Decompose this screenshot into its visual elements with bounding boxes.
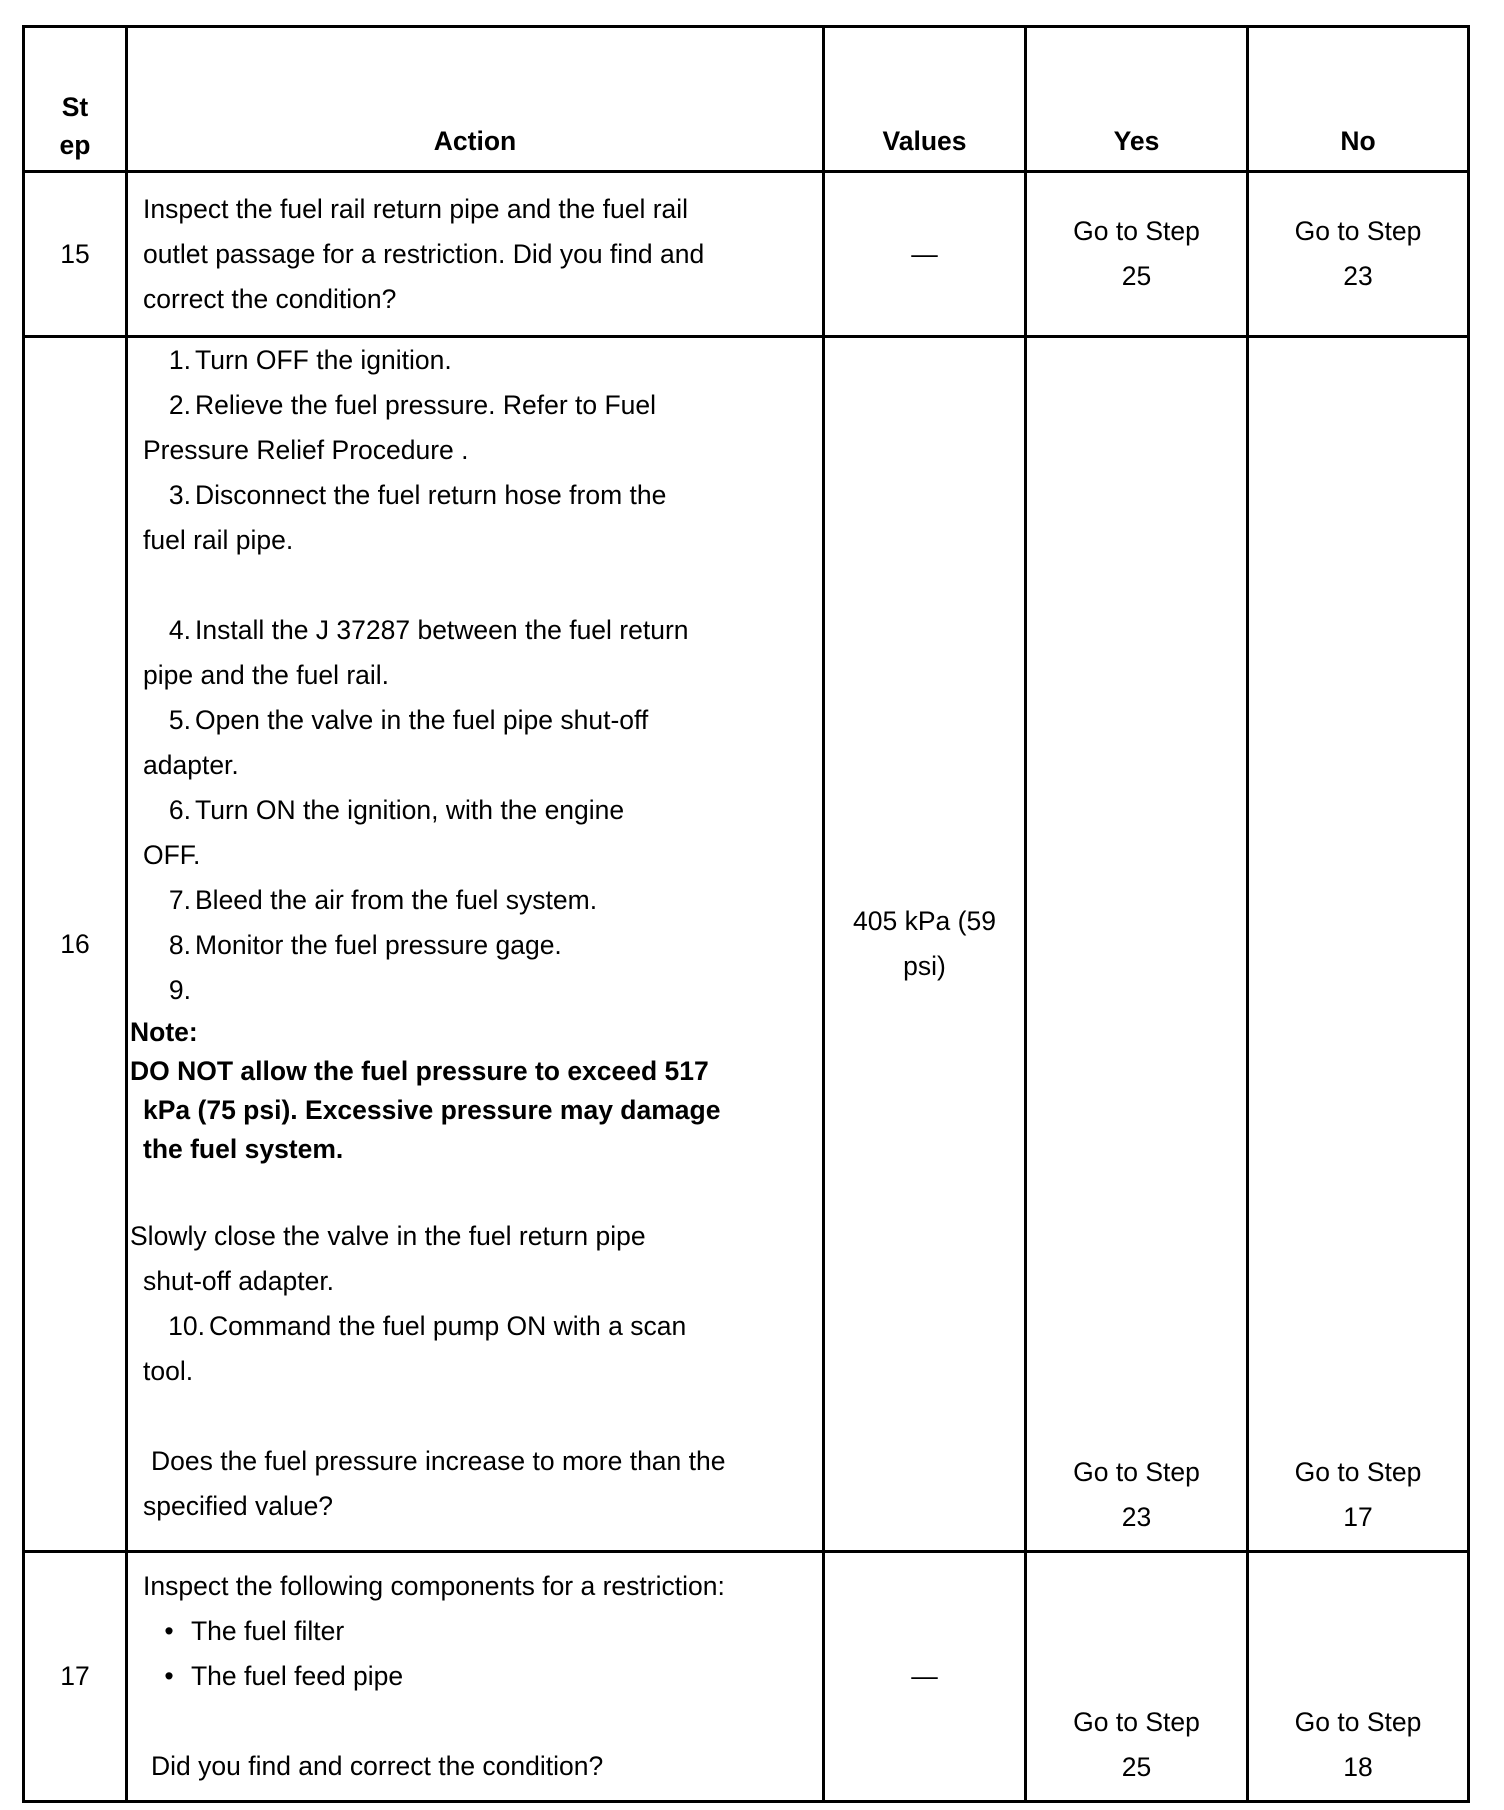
- item-text: Turn OFF the ignition.: [195, 345, 452, 375]
- action-cell: [127, 172, 824, 337]
- no-cell: [1248, 337, 1469, 1552]
- spacer: [143, 1169, 782, 1214]
- spacer: [143, 1699, 782, 1744]
- bullet-icon: •: [164, 1616, 174, 1646]
- item-continuation: fuel rail pipe.: [143, 525, 294, 555]
- item-text: Disconnect the fuel return hose from the: [195, 480, 667, 510]
- spacer: [143, 1394, 782, 1439]
- action-cell: [127, 337, 824, 1552]
- header-row: [24, 27, 1469, 172]
- no-link-text[interactable]: Go to Step: [1294, 1457, 1422, 1487]
- value-line: psi): [903, 951, 946, 981]
- instruction-line: Slowly close the valve in the fuel return pipe: [130, 1221, 646, 1251]
- item-number: 6.: [168, 795, 191, 825]
- note-line: DO NOT allow the fuel pressure to exceed 517: [130, 1056, 709, 1086]
- no-link-step[interactable]: 23: [1343, 261, 1373, 291]
- no-link-step[interactable]: 17: [1343, 1502, 1373, 1532]
- bullet-text: The fuel feed pipe: [191, 1661, 404, 1691]
- header-action: Action: [127, 27, 824, 172]
- header-step: [24, 27, 127, 172]
- item-text: Monitor the fuel pressure gage.: [195, 930, 562, 960]
- yes-link-step[interactable]: 23: [1121, 1502, 1152, 1532]
- step-number: 15: [24, 172, 127, 337]
- item-number: 8.: [168, 930, 191, 960]
- bullet-icon: •: [164, 1661, 174, 1691]
- yes-link-step[interactable]: 25: [1121, 1752, 1152, 1782]
- note-block: [130, 1013, 782, 1169]
- header-step-line2: ep: [59, 130, 91, 160]
- no-link-text[interactable]: Go to Step: [1294, 216, 1422, 246]
- value-cell: —: [824, 1552, 1026, 1802]
- list-item: [143, 338, 782, 383]
- instruction-line: shut-off adapter.: [143, 1266, 335, 1296]
- header-yes: Yes: [1026, 27, 1248, 172]
- step-number: 17: [24, 1552, 127, 1802]
- action-intro: Inspect the following components for a restriction:: [143, 1571, 725, 1601]
- item-text: Install the J 37287 between the fuel return: [195, 615, 689, 645]
- table-row-step-17: [24, 1552, 1469, 1802]
- yes-cell: [1026, 172, 1248, 337]
- header-no: No: [1248, 27, 1469, 172]
- step-number: 16: [24, 337, 127, 1552]
- list-item: [143, 608, 782, 653]
- item-text: Command the fuel pump ON with a scan: [209, 1311, 687, 1341]
- question-line: Did you find and correct the condition?: [151, 1751, 604, 1781]
- no-cell: [1248, 172, 1469, 337]
- item-continuation: tool.: [143, 1356, 194, 1386]
- item-number: 9.: [168, 975, 191, 1005]
- item-continuation[interactable]: Pressure Relief Procedure .: [143, 435, 469, 465]
- list-item: [143, 788, 782, 833]
- item-text: Bleed the air from the fuel system.: [195, 885, 598, 915]
- yes-link-text[interactable]: Go to Step: [1073, 1457, 1200, 1487]
- item-text: Turn ON the ignition, with the engine: [195, 795, 625, 825]
- spacer: [143, 563, 782, 608]
- item-continuation: pipe and the fuel rail.: [143, 660, 390, 690]
- diagnostic-table: [22, 25, 1470, 1803]
- bullet-item: [143, 1609, 782, 1654]
- list-item: [143, 968, 782, 1013]
- question-line: specified value?: [143, 1491, 334, 1521]
- yes-cell: [1026, 337, 1248, 1552]
- action-line: Inspect the fuel rail return pipe and the fuel rail: [143, 193, 689, 224]
- list-item: [143, 878, 782, 923]
- header-step-line1: St: [61, 92, 89, 122]
- item-number: 10.: [168, 1311, 205, 1341]
- yes-link-step[interactable]: 25: [1121, 261, 1152, 291]
- note-line: kPa (75 psi). Excessive pressure may damage: [143, 1095, 721, 1125]
- item-text: Open the valve in the fuel pipe shut-off: [195, 705, 649, 735]
- note-line: the fuel system.: [143, 1134, 344, 1164]
- no-link-text[interactable]: Go to Step: [1294, 1707, 1422, 1737]
- note-label: Note:: [130, 1017, 198, 1047]
- list-item: [143, 1304, 782, 1349]
- value-cell: —: [824, 172, 1026, 337]
- item-continuation: adapter.: [143, 750, 239, 780]
- value-line: 405 kPa (59: [853, 906, 996, 936]
- item-text: Relieve the fuel pressure. Refer to Fuel: [195, 390, 657, 420]
- value-cell: [824, 337, 1026, 1552]
- item-number: 7.: [168, 885, 191, 915]
- no-link-step[interactable]: 18: [1343, 1752, 1373, 1782]
- item-number: 4.: [168, 615, 191, 645]
- question-line: Does the fuel pressure increase to more than the: [151, 1446, 726, 1476]
- table-row-step-16: [24, 337, 1469, 1552]
- yes-link-text[interactable]: Go to Step: [1073, 1707, 1200, 1737]
- item-number: 1.: [168, 345, 191, 375]
- item-number: 2.: [168, 390, 191, 420]
- bullet-item: [143, 1654, 782, 1699]
- yes-cell: [1026, 1552, 1248, 1802]
- list-item: [143, 923, 782, 968]
- list-item: [143, 698, 782, 743]
- item-number: 5.: [168, 705, 191, 735]
- list-item: [143, 473, 782, 518]
- list-item: [143, 383, 782, 428]
- yes-link-text[interactable]: Go to Step: [1073, 216, 1200, 246]
- item-number: 3.: [168, 480, 191, 510]
- item-continuation: OFF.: [143, 840, 201, 870]
- bullet-text: The fuel filter: [191, 1616, 345, 1646]
- no-cell: [1248, 1552, 1469, 1802]
- action-line: outlet passage for a restriction. Did you find and: [143, 238, 705, 269]
- header-values: Values: [824, 27, 1026, 172]
- table-row-step-15: [24, 172, 1469, 337]
- action-cell: [127, 1552, 824, 1802]
- action-line: correct the condition?: [143, 283, 397, 314]
